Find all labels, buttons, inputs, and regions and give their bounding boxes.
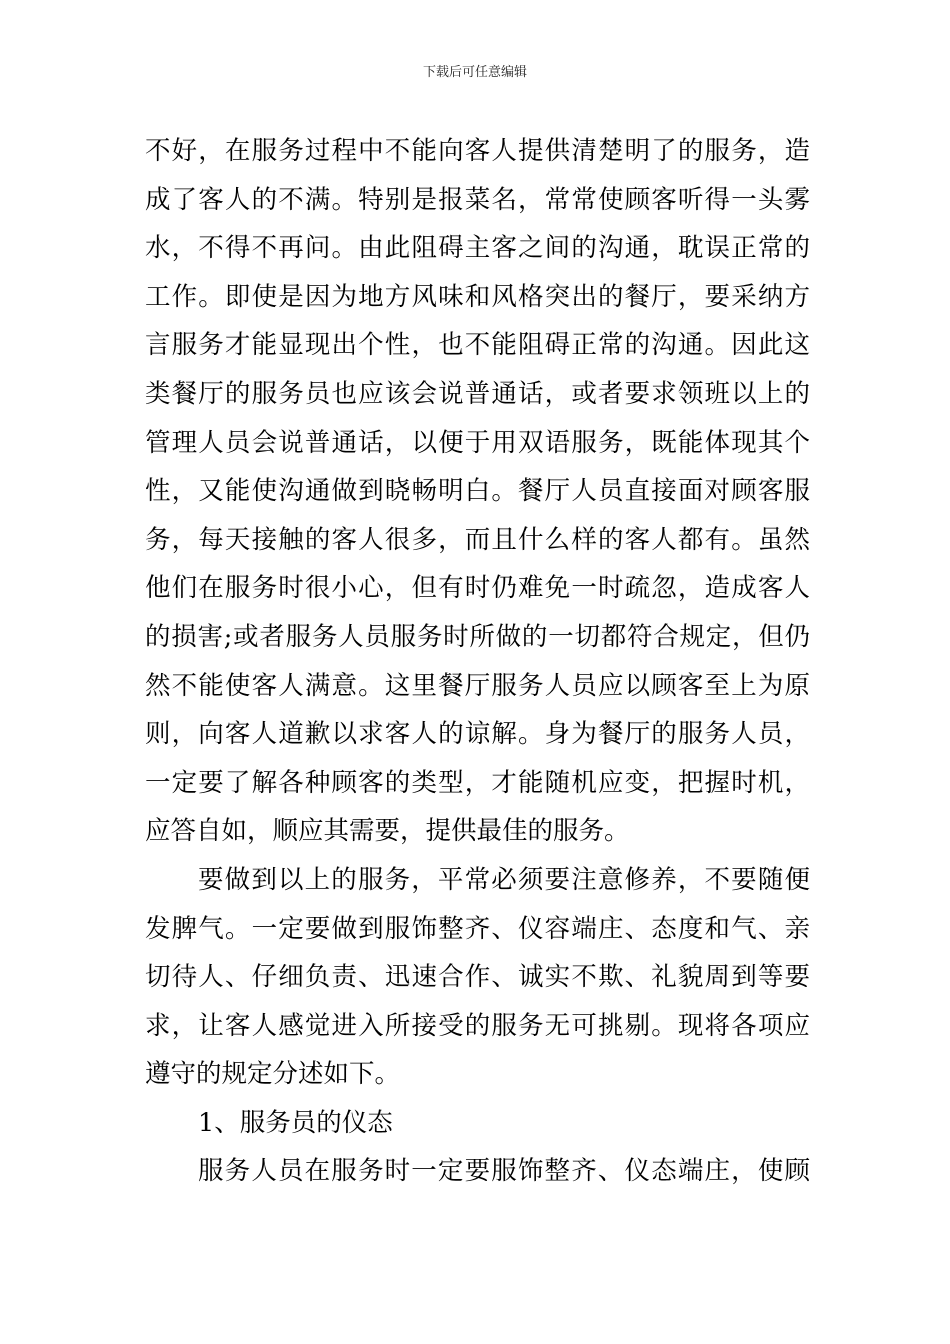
text-line: 然不能使客人满意。这里餐厅服务人员应以顾客至上为原 xyxy=(145,670,810,701)
paragraph-first-line: 1、服务员的仪态 xyxy=(198,1107,393,1138)
text-line: 一定要了解各种顾客的类型，才能随机应变，把握时机， xyxy=(145,767,810,798)
paragraph-first-line: 服务人员在服务时一定要服饰整齐、仪态端庄，使顾 xyxy=(198,1156,810,1187)
text-line: 成了客人的不满。特别是报菜名，常常使顾客听得一头雾 xyxy=(145,184,810,215)
text-line: 求，让客人感觉进入所接受的服务无可挑剔。现将各项应 xyxy=(145,1010,810,1041)
text-line: 发脾气。一定要做到服饰整齐、仪容端庄、态度和气、亲 xyxy=(145,913,810,944)
text-line: 则，向客人道歉以求客人的谅解。身为餐厅的服务人员， xyxy=(145,719,810,750)
document-body xyxy=(145,127,810,1196)
text-line: 言服务才能显现出个性，也不能阻碍正常的沟通。因此这 xyxy=(145,330,810,361)
text-line: 遵守的规定分述如下。 xyxy=(145,1059,401,1090)
text-line: 的损害;或者服务人员服务时所做的一切都符合规定，但仍 xyxy=(145,621,810,652)
paragraph-first-line: 要做到以上的服务，平常必须要注意修养，不要随便 xyxy=(198,864,810,895)
text-line: 水，不得不再问。由此阻碍主客之间的沟通，耽误正常的 xyxy=(145,233,810,264)
text-line: 切待人、仔细负责、迅速合作、诚实不欺、礼貌周到等要 xyxy=(145,962,810,993)
text-line: 务，每天接触的客人很多，而且什么样的客人都有。虽然 xyxy=(145,524,810,555)
text-line: 应答自如，顺应其需要，提供最佳的服务。 xyxy=(145,816,630,847)
text-line: 类餐厅的服务员也应该会说普通话，或者要求领班以上的 xyxy=(145,378,810,409)
text-line: 工作。即使是因为地方风味和风格突出的餐厅，要采纳方 xyxy=(145,281,810,312)
page-header: 下载后可任意编辑 xyxy=(422,65,527,80)
text-line: 管理人员会说普通话，以便于用双语服务，既能体现其个 xyxy=(145,427,810,458)
text-line: 他们在服务时很小心，但有时仍难免一时疏忽，造成客人 xyxy=(145,573,810,604)
text-line: 性，又能使沟通做到晓畅明白。餐厅人员直接面对顾客服 xyxy=(145,476,810,507)
text-line: 不好，在服务过程中不能向客人提供清楚明了的服务，造 xyxy=(145,136,810,166)
